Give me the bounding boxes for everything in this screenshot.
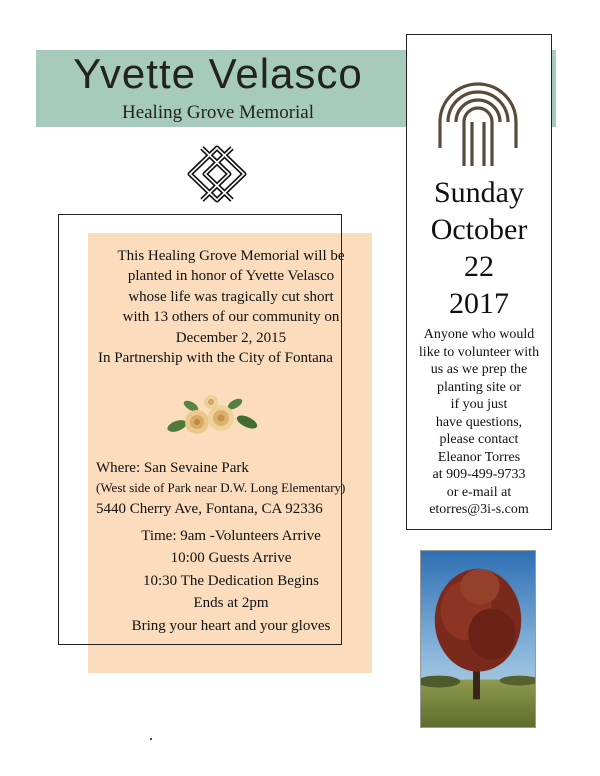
intro-date: December 2, 2015 <box>175 329 287 346</box>
memorial-subtitle: Healing Grove Memorial <box>121 102 315 123</box>
schedule-line: Time: 9am -Volunteers Arrive <box>141 528 321 544</box>
intro-text <box>90 246 372 368</box>
speck <box>150 738 152 740</box>
partnership-line: In Partnership with the City of Fontana <box>98 350 333 367</box>
contact-line: us as we prep the <box>430 362 528 377</box>
intro-line: planted in honor of Yvette Velasco <box>127 268 335 285</box>
contact-line: Anyone who would <box>423 327 535 342</box>
schedule-text <box>90 526 372 636</box>
contact-text <box>410 326 548 519</box>
tree-photo <box>420 550 536 728</box>
schedule-line: Bring your heart and your gloves <box>131 617 331 634</box>
contact-line: like to volunteer with <box>418 344 540 360</box>
contact-email: etorres@3i-s.com <box>429 502 529 517</box>
schedule-line: Ends at 2pm <box>193 595 269 612</box>
contact-name: Eleanor Torres <box>437 449 521 465</box>
where-line: Where: San Sevaine Park <box>96 460 249 476</box>
date-day: 22 <box>464 250 494 283</box>
honoree-name: Yvette Velasco <box>73 50 363 97</box>
date-weekday: Sunday <box>434 176 524 209</box>
date-month: October <box>430 213 528 246</box>
contact-line: or e-mail at <box>446 484 512 500</box>
intro-line: with 13 others of our community on <box>122 309 340 326</box>
contact-phone: at 909-499-9733 <box>432 467 526 482</box>
contact-line: have questions, <box>435 414 523 430</box>
intro-line: whose life was tragically cut short <box>128 288 334 305</box>
schedule-line: 10:30 The Dedication Begins <box>143 572 319 589</box>
date-year: 2017 <box>449 287 509 320</box>
location-note: (West side of Park near D.W. Long Elementary) <box>96 480 346 496</box>
contact-line: planting site or <box>437 379 521 395</box>
location-text <box>90 458 372 519</box>
labyrinth-icon <box>418 62 538 172</box>
celtic-knot-icon <box>180 142 254 206</box>
contact-line: if you just <box>450 397 508 412</box>
address-line: 5440 Cherry Ave, Fontana, CA 92336 <box>96 500 323 517</box>
contact-line: please contact <box>439 432 519 447</box>
roses-icon <box>165 392 259 442</box>
schedule-line: 10:00 Guests Arrive <box>170 550 292 567</box>
intro-line: This Healing Grove Memorial will be <box>117 248 345 264</box>
